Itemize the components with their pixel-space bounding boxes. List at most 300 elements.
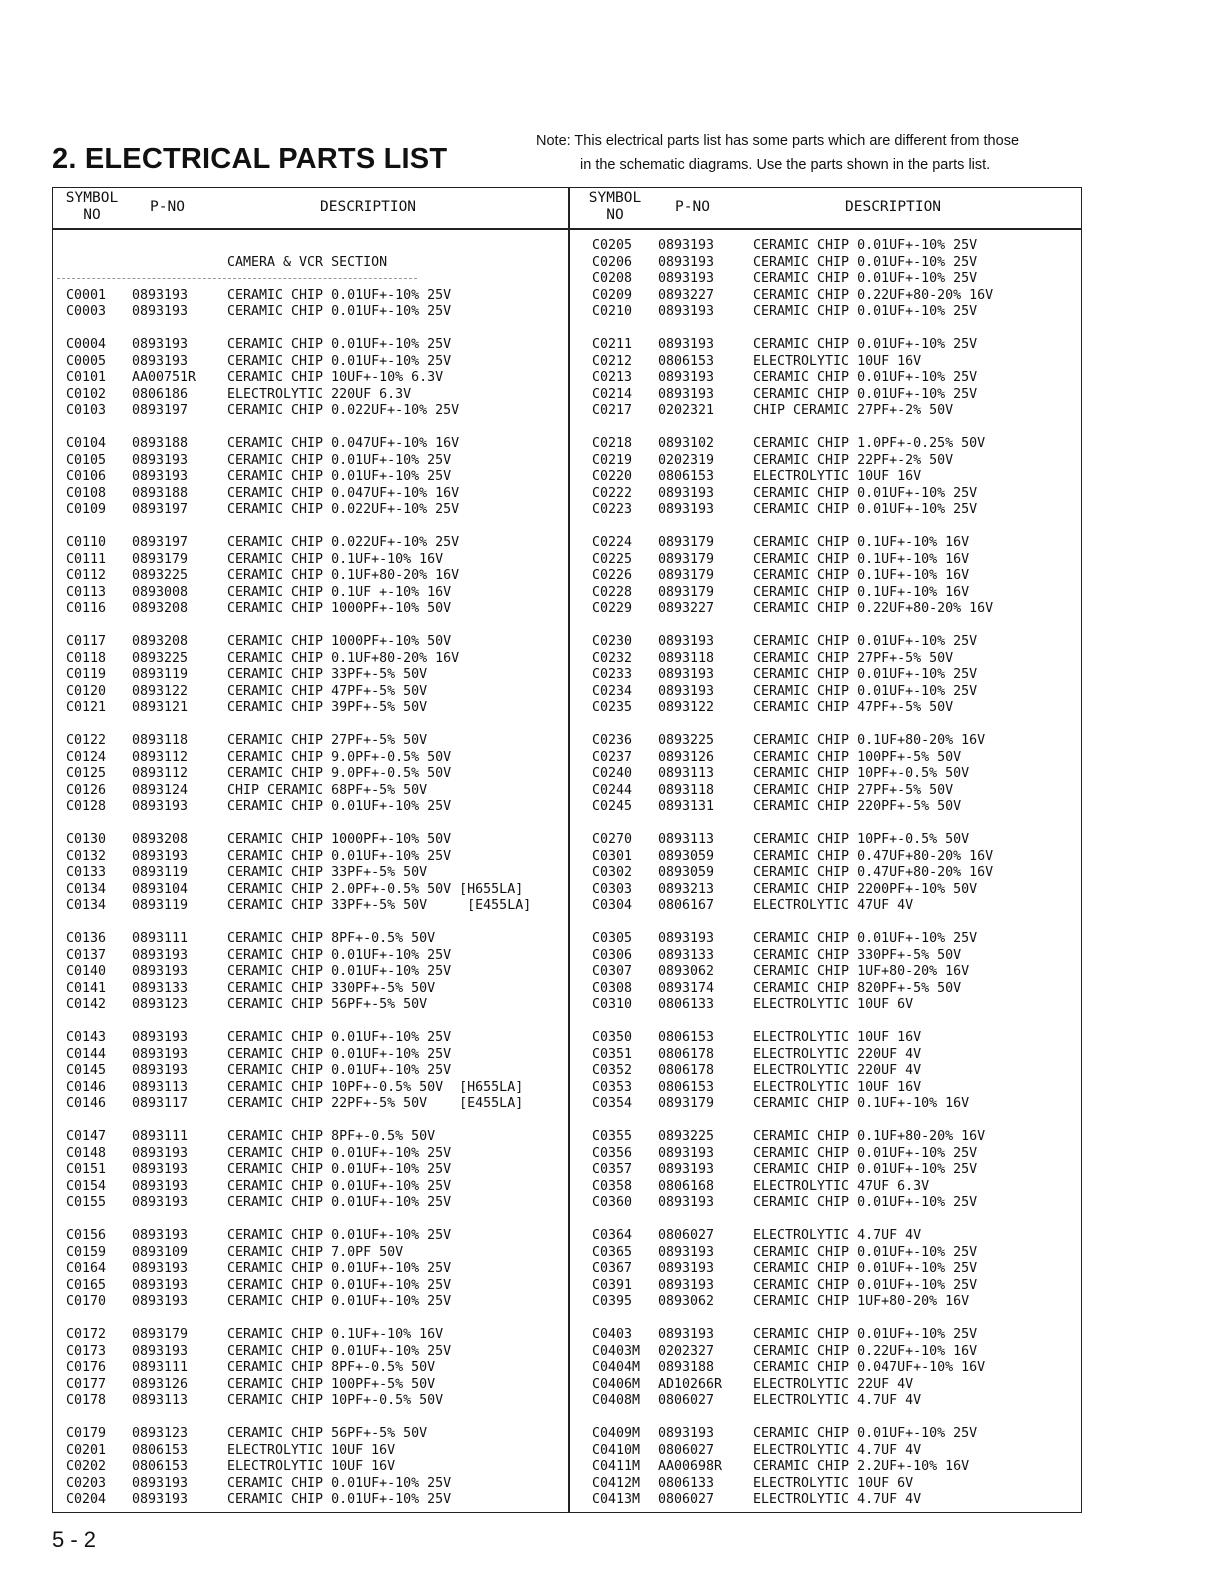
part-row: [592, 997, 1072, 1014]
part-number: 0893121: [132, 700, 189, 715]
part-description: CERAMIC CHIP 0.01UF+-10% 25V: [227, 287, 452, 303]
part-symbol: C0230: [592, 634, 633, 649]
part-row: [592, 1377, 1072, 1394]
part-description: ELECTROLYTIC 4.7UF 4V: [753, 1442, 922, 1458]
group-spacer: [66, 1014, 556, 1031]
part-description: CERAMIC CHIP 0.01UF+-10% 25V: [227, 1228, 452, 1243]
group-spacer: [66, 420, 556, 437]
part-row: [66, 1080, 556, 1097]
part-description: CERAMIC CHIP 0.01UF+-10% 25V: [753, 1277, 978, 1293]
group-spacer: [592, 1410, 1072, 1427]
part-row: [592, 1294, 1072, 1311]
part-row: [592, 1426, 1072, 1443]
part-symbol: C0220: [592, 469, 633, 484]
part-symbol: C0409M: [592, 1426, 641, 1441]
part-symbol: C0134: [66, 881, 107, 897]
part-symbol: C0136: [66, 931, 107, 946]
part-symbol: C0413M: [592, 1492, 641, 1507]
part-number: 0893119: [132, 898, 189, 913]
part-symbol: C0358: [592, 1178, 633, 1194]
part-description: ELECTROLYTIC 10UF 16V: [753, 1030, 922, 1045]
part-row: [66, 502, 556, 519]
part-number: 0893179: [658, 584, 715, 600]
part-number: 0806133: [658, 1475, 715, 1491]
part-row: [592, 733, 1072, 750]
part-number: 0893123: [132, 1426, 189, 1441]
group-spacer: [66, 519, 556, 536]
part-number: 0893193: [132, 1294, 189, 1309]
part-number: 0893118: [658, 650, 715, 666]
part-description: CERAMIC CHIP 330PF+-5% 50V: [753, 947, 962, 963]
right-parts-column: [592, 238, 1072, 1509]
part-row: [66, 651, 556, 668]
part-number: 0893227: [658, 601, 715, 616]
part-description: ELECTROLYTIC 10UF 16V: [753, 1079, 922, 1095]
part-symbol: C0179: [66, 1426, 107, 1441]
part-number: 0893179: [658, 551, 715, 567]
part-row: [66, 337, 556, 354]
part-description: CERAMIC CHIP 22PF+-5% 50V [E455LA]: [227, 1096, 524, 1111]
part-number: 0893193: [132, 452, 189, 468]
part-description: CERAMIC CHIP 7.0PF 50V: [227, 1244, 404, 1260]
part-number: 0202319: [658, 452, 715, 468]
part-symbol: C0001: [66, 287, 107, 303]
header-pno-right: P-NO: [675, 199, 710, 215]
part-row: [592, 1047, 1072, 1064]
part-description: CERAMIC CHIP 0.01UF+-10% 25V: [227, 469, 452, 484]
part-description: CERAMIC CHIP 0.01UF+-10% 25V: [227, 848, 452, 864]
part-symbol: C0203: [66, 1475, 107, 1491]
part-description: ELECTROLYTIC 47UF 4V: [753, 898, 914, 913]
part-description: CERAMIC CHIP 0.022UF+-10% 25V: [227, 403, 460, 418]
part-description: CERAMIC CHIP 0.01UF+-10% 25V: [227, 1277, 452, 1293]
part-number: 0893193: [658, 370, 715, 385]
part-symbol: C0111: [66, 551, 107, 567]
part-description: ELECTROLYTIC 47UF 6.3V: [753, 1178, 930, 1194]
part-description: CERAMIC CHIP 0.01UF+-10% 25V: [227, 1046, 452, 1062]
part-symbol: C0142: [66, 997, 107, 1012]
part-symbol: C0134: [66, 898, 107, 913]
group-spacer: [592, 1311, 1072, 1328]
part-number: 0806027: [658, 1228, 715, 1243]
part-description: CHIP CERAMIC 27PF+-2% 50V: [753, 403, 954, 418]
part-row: [66, 1377, 556, 1394]
part-symbol: C0003: [66, 304, 107, 319]
header-description-right: DESCRIPTION: [845, 199, 942, 215]
part-description: CERAMIC CHIP 10PF+-0.5% 50V [H655LA]: [227, 1079, 524, 1095]
part-row: [592, 1195, 1072, 1212]
part-description: CERAMIC CHIP 0.01UF+-10% 25V: [227, 1294, 452, 1309]
part-description: CERAMIC CHIP 0.1UF+80-20% 16V: [753, 733, 986, 748]
part-description: CERAMIC CHIP 0.01UF+-10% 25V: [753, 386, 978, 402]
part-description: CERAMIC CHIP 0.01UF+-10% 25V: [227, 1195, 452, 1210]
part-number: 0893126: [658, 749, 715, 765]
part-row: [66, 1162, 556, 1179]
part-row: [66, 898, 556, 915]
part-number: 0893059: [658, 848, 715, 864]
part-symbol: C0350: [592, 1030, 633, 1045]
part-description: CERAMIC CHIP 330PF+-5% 50V: [227, 980, 436, 996]
part-description: CERAMIC CHIP 0.01UF+-10% 25V: [227, 1162, 452, 1177]
part-description: CERAMIC CHIP 0.47UF+80-20% 16V: [753, 848, 994, 864]
part-description: CERAMIC CHIP 0.01UF+-10% 25V: [753, 254, 978, 270]
part-description: CERAMIC CHIP 0.01UF+-10% 25V: [753, 931, 978, 946]
part-symbol: C0219: [592, 452, 633, 468]
part-number: 0806178: [658, 1063, 715, 1078]
part-description: CERAMIC CHIP 0.1UF+-10% 16V: [753, 1096, 970, 1111]
part-row: [66, 849, 556, 866]
part-number: 0893193: [658, 271, 715, 286]
part-row: [66, 1360, 556, 1377]
part-description: ELECTROLYTIC 4.7UF 4V: [753, 1228, 922, 1243]
part-number: 0893225: [132, 568, 189, 583]
part-symbol: C0355: [592, 1129, 633, 1144]
part-symbol: C0233: [592, 667, 633, 682]
part-row: [592, 750, 1072, 767]
part-symbol: C0121: [66, 700, 107, 715]
part-symbol: C0237: [592, 749, 633, 765]
part-number: 0893188: [132, 436, 189, 451]
part-symbol: C0244: [592, 782, 633, 798]
part-description: CERAMIC CHIP 0.1UF+80-20% 16V: [227, 568, 460, 583]
part-symbol: C0232: [592, 650, 633, 666]
part-number: 0893193: [658, 931, 715, 946]
part-symbol: C0004: [66, 337, 107, 352]
part-row: [592, 1327, 1072, 1344]
part-number: 0893123: [132, 997, 189, 1012]
part-number: 0893193: [132, 1195, 189, 1210]
part-number: 0806168: [658, 1178, 715, 1194]
part-description: CERAMIC CHIP 0.47UF+80-20% 16V: [753, 865, 994, 880]
part-description: CERAMIC CHIP 2200PF+-10% 50V: [753, 881, 978, 897]
part-symbol: C0144: [66, 1046, 107, 1062]
part-number: 0893113: [132, 1079, 189, 1095]
part-number: 0893119: [132, 865, 189, 880]
part-number: 0893193: [658, 667, 715, 682]
part-number: 0893197: [132, 502, 189, 517]
part-number: 0893109: [132, 1244, 189, 1260]
part-number: 0893193: [132, 1228, 189, 1243]
part-symbol: C0148: [66, 1145, 107, 1161]
part-description: CERAMIC CHIP 0.01UF+-10% 25V: [227, 1145, 452, 1161]
part-row: [592, 684, 1072, 701]
part-number: 0893193: [132, 1261, 189, 1276]
part-row: [66, 601, 556, 618]
header-no-label: NO: [83, 207, 101, 223]
column-divider: [568, 187, 570, 1513]
group-spacer: [66, 717, 556, 734]
part-row: [592, 387, 1072, 404]
part-description: ELECTROLYTIC 4.7UF 4V: [753, 1492, 922, 1507]
part-row: [592, 1443, 1072, 1460]
part-symbol: C0104: [66, 436, 107, 451]
part-row: [592, 1063, 1072, 1080]
group-spacer: [66, 1410, 556, 1427]
part-row: [592, 1080, 1072, 1097]
part-description: CERAMIC CHIP 0.01UF+-10% 25V: [753, 502, 978, 517]
part-description: CERAMIC CHIP 820PF+-5% 50V: [753, 980, 962, 996]
part-description: CERAMIC CHIP 0.01UF+-10% 25V: [753, 370, 978, 385]
part-description: CERAMIC CHIP 0.22UF+-10% 16V: [753, 1343, 978, 1359]
part-number: 0806178: [658, 1046, 715, 1062]
part-number: 0893188: [132, 485, 189, 501]
part-description: CERAMIC CHIP 100PF+-5% 50V: [753, 749, 962, 765]
part-description: CERAMIC CHIP 0.1UF+-10% 16V: [227, 1327, 444, 1342]
part-symbol: C0234: [592, 683, 633, 699]
part-row: [66, 453, 556, 470]
part-symbol: C0408M: [592, 1393, 641, 1408]
part-symbol: C0140: [66, 964, 107, 979]
header-symbol-left: [57, 190, 127, 224]
part-row: [66, 1146, 556, 1163]
part-description: CERAMIC CHIP 0.01UF+-10% 25V: [227, 337, 452, 352]
part-number: 0806186: [132, 386, 189, 402]
part-description: CERAMIC CHIP 220PF+-5% 50V: [753, 799, 962, 814]
part-symbol: C0155: [66, 1195, 107, 1210]
part-number: 0893193: [658, 254, 715, 270]
part-number: 0893197: [132, 403, 189, 418]
part-row: [66, 1047, 556, 1064]
header-divider: [52, 228, 1082, 230]
part-description: CERAMIC CHIP 0.01UF+-10% 25V: [227, 799, 452, 814]
page-title: 2. ELECTRICAL PARTS LIST: [52, 143, 448, 175]
part-number: 0806153: [658, 353, 715, 369]
part-description: CERAMIC CHIP 0.047UF+-10% 16V: [227, 436, 460, 451]
part-number: 0893111: [132, 1129, 189, 1144]
part-symbol: C0208: [592, 271, 633, 286]
part-row: [592, 288, 1072, 305]
part-symbol: C0354: [592, 1096, 633, 1111]
part-description: CERAMIC CHIP 0.01UF+-10% 25V: [753, 304, 978, 319]
part-description: CERAMIC CHIP 0.01UF+-10% 25V: [753, 1244, 978, 1260]
group-spacer: [592, 321, 1072, 338]
part-row: [592, 1261, 1072, 1278]
part-row: [66, 1294, 556, 1311]
part-symbol: C0391: [592, 1277, 633, 1293]
part-description: CERAMIC CHIP 0.022UF+-10% 25V: [227, 502, 460, 517]
part-row: [592, 568, 1072, 585]
part-symbol: C0125: [66, 766, 107, 781]
part-row: [592, 370, 1072, 387]
part-number: 0893193: [658, 1426, 715, 1441]
part-row: [592, 535, 1072, 552]
part-description: CERAMIC CHIP 39PF+-5% 50V: [227, 700, 428, 715]
part-row: [592, 436, 1072, 453]
part-description: CERAMIC CHIP 33PF+-5% 50V: [227, 865, 428, 880]
part-description: CERAMIC CHIP 0.01UF+-10% 25V: [753, 337, 978, 352]
part-row: [592, 964, 1072, 981]
part-row: [592, 1179, 1072, 1196]
part-number: 0893227: [658, 287, 715, 303]
part-number: 0806133: [658, 997, 715, 1012]
part-number: 0893111: [132, 931, 189, 946]
part-description: CERAMIC CHIP 8PF+-0.5% 50V: [227, 931, 436, 946]
part-description: ELECTROLYTIC 22UF 4V: [753, 1376, 914, 1392]
part-description: CERAMIC CHIP 100PF+-5% 50V: [227, 1376, 436, 1392]
part-row: [66, 981, 556, 998]
part-description: CERAMIC CHIP 0.01UF+-10% 25V: [227, 1063, 452, 1078]
part-symbol: C0404M: [592, 1360, 641, 1375]
part-row: [66, 700, 556, 717]
part-number: 0893117: [132, 1096, 189, 1111]
part-description: CERAMIC CHIP 2.0PF+-0.5% 50V [H655LA]: [227, 881, 524, 897]
part-description: CERAMIC CHIP 0.1UF+-10% 16V: [227, 551, 444, 567]
part-row: [66, 1245, 556, 1262]
part-number: 0893193: [658, 1145, 715, 1161]
part-row: [66, 684, 556, 701]
part-description: CERAMIC CHIP 9.0PF+-0.5% 50V: [227, 766, 452, 781]
group-spacer: [66, 816, 556, 833]
part-description: CERAMIC CHIP 0.047UF+-10% 16V: [227, 485, 460, 501]
part-number: 0893193: [132, 964, 189, 979]
part-symbol: C0159: [66, 1244, 107, 1260]
part-row: [66, 1327, 556, 1344]
header-symbol-label: SYMBOL: [588, 190, 642, 206]
part-symbol: C0223: [592, 502, 633, 517]
part-symbol: C0213: [592, 370, 633, 385]
part-row: [66, 436, 556, 453]
part-description: CERAMIC CHIP 0.1UF+80-20% 16V: [753, 1129, 986, 1144]
part-row: [66, 1344, 556, 1361]
part-description: CERAMIC CHIP 0.01UF+-10% 25V: [227, 1030, 452, 1045]
part-row: [66, 552, 556, 569]
part-number: 0893193: [658, 1327, 715, 1342]
part-description: CERAMIC CHIP 27PF+-5% 50V: [227, 733, 428, 748]
group-spacer: [66, 271, 556, 288]
part-row: [66, 1195, 556, 1212]
part-description: CERAMIC CHIP 0.01UF+-10% 25V: [227, 1178, 452, 1194]
part-number: 0893193: [132, 1046, 189, 1062]
group-spacer: [66, 321, 556, 338]
part-row: [592, 1492, 1072, 1509]
part-number: 0893113: [658, 832, 715, 847]
part-row: [66, 1030, 556, 1047]
part-symbol: C0306: [592, 947, 633, 963]
part-symbol: C0240: [592, 766, 633, 781]
part-number: 0893062: [658, 1294, 715, 1309]
part-description: CERAMIC CHIP 0.1UF +-10% 16V: [227, 584, 452, 600]
part-symbol: C0133: [66, 865, 107, 880]
part-symbol: C0367: [592, 1261, 633, 1276]
part-number: 0893131: [658, 799, 715, 814]
part-row: [592, 882, 1072, 899]
part-row: [592, 585, 1072, 602]
part-description: CERAMIC CHIP 0.01UF+-10% 25V: [753, 634, 978, 649]
part-number: AD10266R: [658, 1376, 723, 1392]
part-row: [592, 1129, 1072, 1146]
part-symbol: C0172: [66, 1327, 107, 1342]
part-number: 0202327: [658, 1343, 715, 1359]
part-row: [66, 1261, 556, 1278]
part-number: 0893133: [658, 947, 715, 963]
part-row: [592, 865, 1072, 882]
part-row: [66, 964, 556, 981]
part-description: CERAMIC CHIP 0.1UF+-10% 16V: [753, 551, 970, 567]
part-number: 0893193: [132, 337, 189, 352]
part-number: 0893193: [658, 502, 715, 517]
part-symbol: C0176: [66, 1360, 107, 1375]
part-number: 0893193: [658, 1244, 715, 1260]
part-number: 0893122: [658, 700, 715, 715]
part-number: 0893133: [132, 980, 189, 996]
part-row: [592, 1146, 1072, 1163]
part-symbol: C0307: [592, 964, 633, 979]
group-spacer: [66, 1212, 556, 1229]
part-description: ELECTROLYTIC 220UF 4V: [753, 1046, 922, 1062]
part-number: 0893197: [132, 535, 189, 550]
part-symbol: C0245: [592, 799, 633, 814]
part-symbol: C0228: [592, 584, 633, 600]
part-row: [66, 403, 556, 420]
part-row: [66, 997, 556, 1014]
part-row: [66, 766, 556, 783]
part-number: 0893179: [132, 1327, 189, 1342]
part-symbol: C0301: [592, 848, 633, 864]
group-spacer: [66, 1311, 556, 1328]
part-symbol: C0141: [66, 980, 107, 996]
part-symbol: C0302: [592, 865, 633, 880]
part-symbol: C0108: [66, 485, 107, 501]
note-line-1: Note: This electrical parts list has some parts which are different from those: [536, 133, 1020, 149]
part-symbol: C0164: [66, 1261, 107, 1276]
part-number: 0893113: [132, 1393, 189, 1408]
group-spacer: [66, 1113, 556, 1130]
part-symbol: C0210: [592, 304, 633, 319]
part-symbol: C0146: [66, 1079, 107, 1095]
part-number: 0893119: [132, 667, 189, 682]
part-symbol: C0178: [66, 1393, 107, 1408]
part-description: ELECTROLYTIC 4.7UF 4V: [753, 1393, 922, 1408]
part-symbol: C0236: [592, 733, 633, 748]
group-spacer: [592, 915, 1072, 932]
part-description: CERAMIC CHIP 47PF+-5% 50V: [753, 700, 954, 715]
part-symbol: C0411M: [592, 1459, 641, 1474]
part-number: 0893193: [132, 848, 189, 864]
part-symbol: C0005: [66, 353, 107, 369]
part-number: 0893118: [132, 733, 189, 748]
part-description: ELECTROLYTIC 10UF 6V: [753, 1475, 914, 1491]
part-number: 0893225: [132, 650, 189, 666]
part-number: 0893193: [658, 238, 715, 253]
part-row: [66, 288, 556, 305]
part-description: CERAMIC CHIP 1000PF+-10% 50V: [227, 832, 452, 847]
part-description: CERAMIC CHIP 8PF+-0.5% 50V: [227, 1129, 436, 1144]
part-description: CERAMIC CHIP 0.01UF+-10% 25V: [227, 1261, 452, 1276]
part-row: [592, 931, 1072, 948]
part-number: 0893225: [658, 1129, 715, 1144]
part-symbol: C0117: [66, 634, 107, 649]
part-description: CERAMIC CHIP 2.2UF+-10% 16V: [753, 1459, 970, 1474]
part-symbol: C0130: [66, 832, 107, 847]
part-number: 0893104: [132, 881, 189, 897]
group-spacer: [592, 717, 1072, 734]
part-row: [66, 832, 556, 849]
part-row: [592, 403, 1072, 420]
part-description: CERAMIC CHIP 56PF+-5% 50V: [227, 997, 428, 1012]
part-row: [66, 1492, 556, 1509]
group-spacer: [66, 238, 556, 255]
part-symbol: C0106: [66, 469, 107, 484]
part-symbol: C0352: [592, 1063, 633, 1078]
part-description: CHIP CERAMIC 68PF+-5% 50V: [227, 782, 428, 798]
part-row: [66, 750, 556, 767]
part-number: 0893062: [658, 964, 715, 979]
part-symbol: C0151: [66, 1162, 107, 1177]
part-symbol: C0412M: [592, 1475, 641, 1491]
part-number: AA00751R: [132, 370, 197, 385]
part-symbol: C0218: [592, 436, 633, 451]
part-number: 0893179: [658, 535, 715, 550]
